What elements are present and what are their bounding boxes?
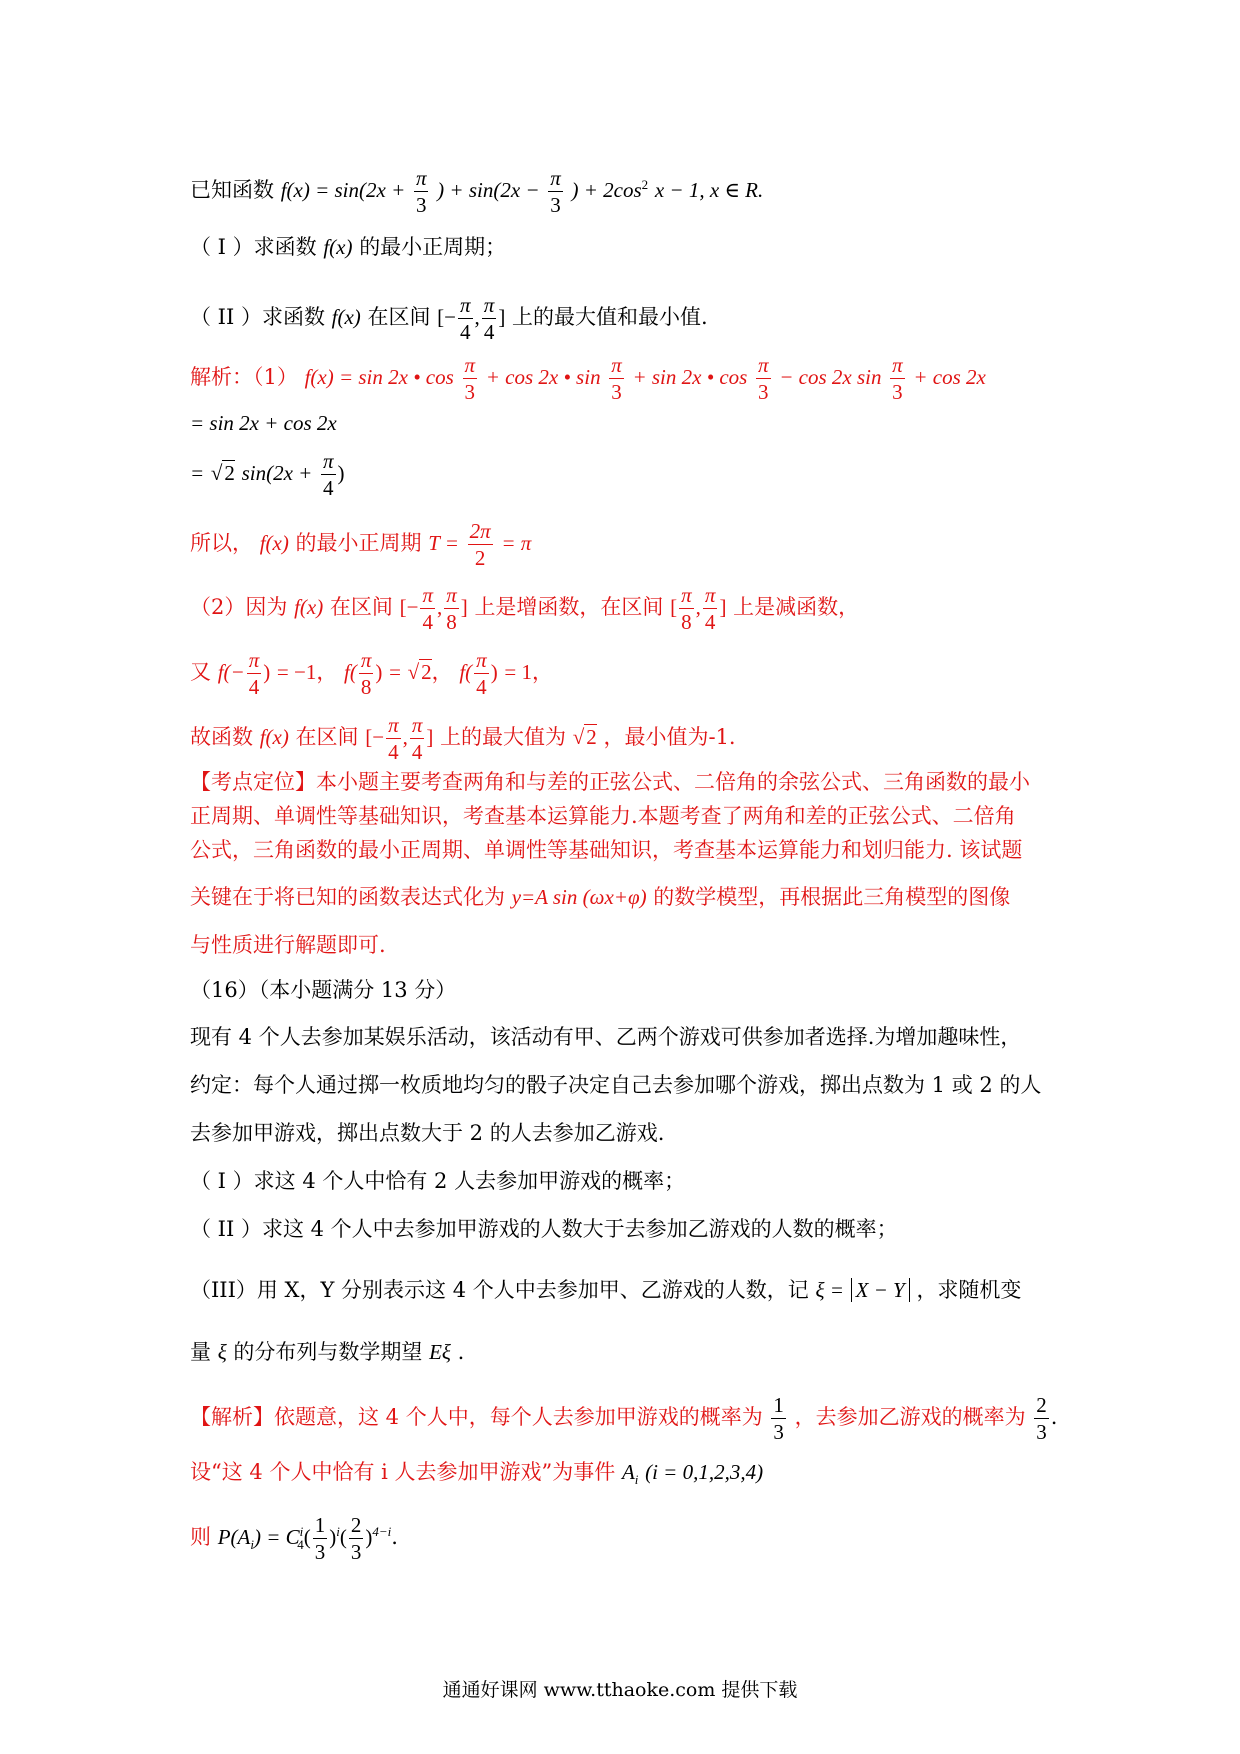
solution15-part2: （2）因为 f(x) 在区间 [− $\frac{\pi}{4}$ , $\frac{\pi}{8}$ ] 上是增函数，在区间 [ $\frac{\pi}{8}$ , $\frac{\pi}{4}$ ] 上是减函数， [190,583,860,634]
kaodian-line2: 正周期、单调性等基础知识，考查基本运算能力.本题考查了两角和差的正弦公式、二倍角 [190,804,1016,828]
problem15-question1: （ I ）求函数 f(x) 的最小正周期； [190,235,507,259]
fraction: $\frac{\pi}{3}$ [550,166,561,217]
kaodian-line5: 与性质进行解题即可. [190,933,386,957]
solution15-period: 所以， f(x) 的最小正周期 T = $\frac{2\pi}{2}$ = π [190,519,532,570]
solution16-line1: 【解析】依题意，这 4 个人中，每个人去参加甲游戏的概率为 $\frac{1}{3}$ ，去参加乙游戏的概率为 $\frac{2}{3}$ . [190,1393,1058,1444]
solution15-line3: = √2 sin(2x + $\frac{\pi}{4}$ ) [190,449,345,500]
problem16-paragraph-line3: 去参加甲游戏，掷出点数大于 2 的人去参加乙游戏. [190,1121,665,1145]
problem16-question3: （III）用 X，Y 分别表示这 4 个人中去参加甲、乙游戏的人数，记 ξ = X − Y ，求随机变 [190,1278,1022,1302]
problem16-paragraph-line1: 现有 4 个人去参加某娱乐活动，该活动有甲、乙两个游戏可供参加者选择.为增加趣味性， [190,1025,1022,1049]
problem16-question2: （ II ）求这 4 个人中去参加甲游戏的人数大于去参加乙游戏的人数的概率； [190,1217,898,1241]
fraction: $\frac{\pi}{3}$ [415,166,427,217]
problem16-paragraph-line2: 约定：每个人通过掷一枚质地均匀的骰子决定自己去参加哪个游戏，掷出点数为 1 或 2 的人 [190,1073,1042,1097]
solution15-line1: 解析：（1） f(x) = sin 2x • cos $\frac{\pi}{3}$ + cos 2x • sin $\frac{\pi}{3}$ + sin 2x • cos $\frac{\pi}{3}$ − cos 2x sin $\frac{\pi}{3}$ + cos 2x [190,353,986,404]
kaodian-line4: 关键在于将已知的函数表达式化为 y=A sin (ωx+φ) 的数学模型，再根据此三角模型的图像 [190,885,1011,909]
problem15-question2: （ II ）求函数 f(x) 在区间 [− $\frac{\pi}{4}$ , $\frac{\pi}{4}$ ] 上的最大值和最小值. [190,293,708,344]
kaodian-line1: 【考点定位】本小题主要考查两角和与差的正弦公式、二倍角的余弦公式、三角函数的最小 [190,770,1030,794]
solution15-conclusion: 故函数 f(x) 在区间 [− $\frac{\pi}{4}$ , $\frac{\pi}{4}$ ] 上的最大值为 √2 ，最小值为-1. [190,713,736,764]
kaodian-line3: 公式，三角函数的最小正周期、单调性等基础知识，考查基本运算能力和划归能力. 该试题 [190,838,1023,862]
footer-source: 通通好课网 www.tthaoke.com 提供下载 [442,1679,798,1701]
solution16-line2: 设“这 4 个人中恰有 i 人去参加甲游戏”为事件 $A_i$ (i = 0,1,2,3,4) [190,1460,764,1488]
problem16-header: （16）（本小题满分 13 分） [190,978,457,1002]
solution15-values: 又 f(− $\frac{\pi}{4}$ ) = −1， f( $\frac{\pi}{8}$ ) = √2， f( $\frac{\pi}{4}$ ) = 1， [190,648,553,699]
problem16-question1: （ I ）求这 4 个人中恰有 2 人去参加甲游戏的概率； [190,1169,686,1193]
solution15-line2: = sin 2x + cos 2x [190,411,337,435]
solution16-line3: 则 $P(A_i) = C^i_4$( $\frac{1}{3}$ )$^i$( $\frac{2}{3}$ )$^{4-i}$. [190,1513,398,1564]
fraction: $\frac{\pi}{4}$ [460,293,471,344]
watermark: ​ [516,430,524,446]
problem15-definition: 已知函数 f(x) = sin(2x + $\frac{\pi}{3}$ ) + sin(2x − $\frac{\pi}{3}$ ) + $2\cos^2$ x − 1, x ∈ R. [190,166,764,217]
problem16-question3-cont: 量 ξ 的分布列与数学期望 Eξ . [190,1340,465,1364]
fraction: $\frac{\pi}{4}$ [483,293,495,344]
